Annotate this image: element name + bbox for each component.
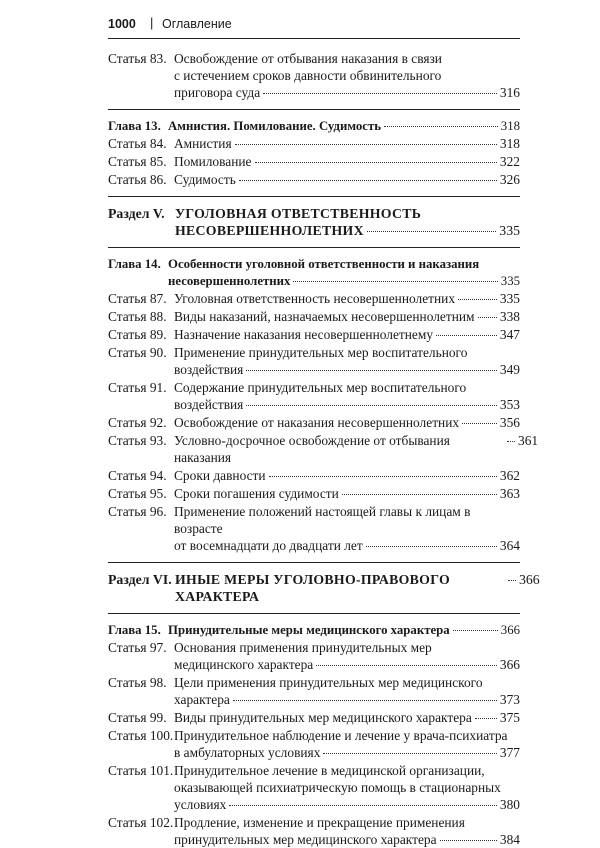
entry-page-number: 335: [499, 291, 520, 306]
toc-article-entry[interactable]: [108, 639, 520, 673]
entry-label: Статья 100.: [108, 728, 174, 743]
toc-article-entry[interactable]: [108, 727, 520, 761]
entry-title-line: приговора суда: [174, 85, 261, 100]
entry-page-number: 380: [499, 797, 520, 812]
toc-section-entry[interactable]: [108, 205, 520, 239]
dot-leader: [263, 93, 497, 94]
toc-chapter-entry[interactable]: [108, 118, 520, 135]
entry-label: Статья 99.: [108, 710, 167, 725]
dot-leader: [384, 126, 498, 127]
entry-title-line: ИНЫЕ МЕРЫ УГОЛОВНО-ПРАВОВОГО ХАРАКТЕРА: [175, 572, 450, 604]
running-header-title: Оглавление: [162, 17, 232, 31]
entry-title-line: Применение принудительных мер воспитательного: [174, 345, 468, 360]
entry-title-line: условиях: [174, 797, 227, 812]
toc-article-entry[interactable]: [108, 709, 520, 726]
entry-label: Раздел V.: [108, 206, 165, 221]
entry-title-line: в амбулаторных условиях: [174, 745, 321, 760]
dot-leader: [458, 299, 497, 300]
entry-label: Статья 86.: [108, 172, 167, 187]
entry-title-line: Амнистия. Помилование. Судимость: [168, 119, 381, 133]
entry-title-line: от восемнадцати до двадцати лет: [174, 538, 363, 553]
entry-title-line: несовершеннолетних: [168, 274, 291, 288]
entry-page-number: 362: [499, 468, 520, 483]
dot-leader: [229, 805, 497, 806]
entry-label: Статья 93.: [108, 433, 167, 448]
entry-page-number: 366: [519, 572, 540, 587]
entry-title-line: Особенности уголовной ответственности и наказания: [168, 257, 480, 271]
dot-leader: [233, 700, 497, 701]
toc-article-entry[interactable]: [108, 674, 520, 708]
entry-title-line: с истечением сроков давности обвинительного: [174, 68, 442, 83]
dot-leader: [323, 753, 496, 754]
dot-leader: [239, 180, 497, 181]
divider-rule: [108, 562, 520, 563]
toc-article-entry[interactable]: [108, 379, 520, 413]
entry-title-line: Амнистия: [174, 136, 232, 151]
entry-title-line: Виды наказаний, назначаемых несовершеннолетним: [174, 309, 475, 324]
entry-label: Глава 13.: [108, 119, 161, 133]
dot-leader: [255, 162, 497, 163]
entry-label: Статья 97.: [108, 640, 167, 655]
toc-article-entry[interactable]: [108, 290, 520, 307]
entry-label: Статья 88.: [108, 309, 167, 324]
dot-leader: [462, 423, 497, 424]
entry-title-line: Сроки погашения судимости: [174, 486, 339, 501]
dot-leader: [367, 231, 496, 232]
page-number: 1000: [108, 17, 136, 31]
entry-title-line: характера: [174, 692, 230, 707]
divider-rule: [108, 196, 520, 197]
entry-title-line: Условно-досрочное освобождение от отбывания наказания: [174, 433, 450, 465]
entry-title-line: Цели применения принудительных мер медицинского: [174, 675, 483, 690]
divider-rule: [108, 109, 520, 110]
entry-title-line: оказывающей психиатрическую помощь в стационарных: [174, 780, 501, 795]
divider-rule: [108, 613, 520, 614]
dot-leader: [246, 370, 497, 371]
entry-label: Статья 96.: [108, 504, 167, 519]
entry-title-line: Уголовная ответственность несовершеннолетних: [174, 291, 456, 306]
entry-page-number: 363: [499, 486, 520, 501]
entry-title-line: Принудительные меры медицинского характера: [168, 623, 450, 637]
entry-title-line: воздействия: [174, 362, 244, 377]
dot-leader: [235, 144, 497, 145]
entry-label: Статья 87.: [108, 291, 167, 306]
dot-leader: [316, 665, 497, 666]
entry-title-line: Назначение наказания несовершеннолетнему: [174, 327, 434, 342]
entry-label: Глава 15.: [108, 623, 161, 637]
dot-leader: [436, 335, 497, 336]
dot-leader: [478, 317, 497, 318]
toc-article-entry[interactable]: [108, 326, 520, 343]
entry-page-number: 366: [500, 623, 520, 637]
header-separator: |: [150, 15, 154, 30]
toc-article-entry[interactable]: [108, 135, 520, 152]
toc-article-entry[interactable]: [108, 153, 520, 170]
entry-page-number: 335: [499, 223, 520, 238]
entry-page-number: 366: [499, 657, 520, 672]
toc-article-entry[interactable]: [108, 50, 520, 101]
toc-article-entry[interactable]: [108, 344, 520, 378]
entry-page-number: 347: [499, 327, 520, 342]
entry-page-number: 316: [499, 85, 520, 100]
toc-chapter-entry[interactable]: [108, 622, 520, 639]
dot-leader: [366, 546, 497, 547]
entry-label: Статья 98.: [108, 675, 167, 690]
entry-title-line: Виды принудительных мер медицинского характера: [174, 710, 472, 725]
entry-page-number: 326: [499, 172, 520, 187]
entry-page-number: 377: [499, 745, 520, 760]
entry-page-number: 373: [499, 692, 520, 707]
entry-label: Статья 83.: [108, 51, 167, 66]
entry-label: Раздел VI.: [108, 572, 172, 587]
entry-title-line: Применение положений настоящей главы к лицам в возрасте: [174, 504, 471, 536]
entry-label: Статья 90.: [108, 345, 167, 360]
entry-title-line: воздействия: [174, 397, 244, 412]
dot-leader: [453, 630, 498, 631]
toc-article-entry[interactable]: [108, 432, 539, 466]
entry-page-number: 384: [499, 832, 520, 847]
entry-page-number: 356: [499, 415, 520, 430]
entry-label: Статья 84.: [108, 136, 167, 151]
toc-section-entry[interactable]: [108, 571, 540, 605]
entry-page-number: 361: [518, 433, 539, 448]
dot-leader: [293, 281, 497, 282]
dot-leader: [342, 494, 497, 495]
dot-leader: [440, 840, 497, 841]
entry-page-number: 349: [499, 362, 520, 377]
entry-title-line: Основания применения принудительных мер: [174, 640, 432, 655]
entry-title-line: медицинского характера: [174, 657, 314, 672]
entry-page-number: 322: [499, 154, 520, 169]
entry-label: Статья 101.: [108, 763, 174, 778]
entry-title-line: Продление, изменение и прекращение применения: [174, 815, 465, 830]
entry-label: Статья 102.: [108, 815, 174, 830]
dot-leader: [246, 405, 497, 406]
entry-label: Статья 94.: [108, 468, 167, 483]
entry-title-line: Принудительное лечение в медицинской организации,: [174, 763, 485, 778]
toc-article-entry[interactable]: [108, 503, 520, 554]
entry-label: Статья 85.: [108, 154, 167, 169]
entry-title-line: Принудительное наблюдение и лечение у врача-психиатра: [174, 728, 508, 743]
entry-page-number: 353: [499, 397, 520, 412]
running-header: [108, 12, 520, 39]
entry-label: Статья 91.: [108, 380, 167, 395]
entry-title-line: Освобождение от отбывания наказания в связи: [174, 51, 442, 66]
dot-leader: [475, 718, 497, 719]
entry-title-line: УГОЛОВНАЯ ОТВЕТСТВЕННОСТЬ: [175, 206, 422, 221]
entry-page-number: 318: [500, 119, 520, 133]
toc-chapter-entry[interactable]: [108, 256, 520, 290]
entry-page-number: 318: [499, 136, 520, 151]
toc-article-entry[interactable]: [108, 762, 520, 813]
entry-page-number: 375: [499, 710, 520, 725]
entry-title-line: НЕСОВЕРШЕННОЛЕТНИХ: [175, 223, 364, 238]
entry-page-number: 338: [499, 309, 520, 324]
toc-article-entry[interactable]: [108, 485, 520, 502]
entry-page-number: 364: [499, 538, 520, 553]
toc-article-entry[interactable]: [108, 308, 520, 325]
entry-title-line: Содержание принудительных мер воспитательного: [174, 380, 467, 395]
dot-leader: [507, 441, 515, 442]
divider-rule: [108, 247, 520, 248]
toc-article-entry[interactable]: [108, 171, 520, 188]
entry-label: Статья 92.: [108, 415, 167, 430]
dot-leader: [508, 580, 516, 581]
entry-page-number: 335: [500, 274, 520, 288]
dot-leader: [269, 476, 497, 477]
entry-label: Статья 95.: [108, 486, 167, 501]
toc-article-entry[interactable]: [108, 814, 520, 848]
entry-title-line: принудительных мер медицинского характера: [174, 832, 437, 847]
entry-label: Глава 14.: [108, 257, 161, 271]
entry-title-line: Сроки давности: [174, 468, 266, 483]
entry-title-line: Судимость: [174, 172, 236, 187]
entry-title-line: Помилование: [174, 154, 252, 169]
toc-article-entry[interactable]: [108, 467, 520, 484]
entry-title-line: Освобождение от наказания несовершеннолетних: [174, 415, 460, 430]
table-of-contents: [108, 50, 540, 848]
entry-label: Статья 89.: [108, 327, 167, 342]
toc-article-entry[interactable]: [108, 414, 520, 431]
